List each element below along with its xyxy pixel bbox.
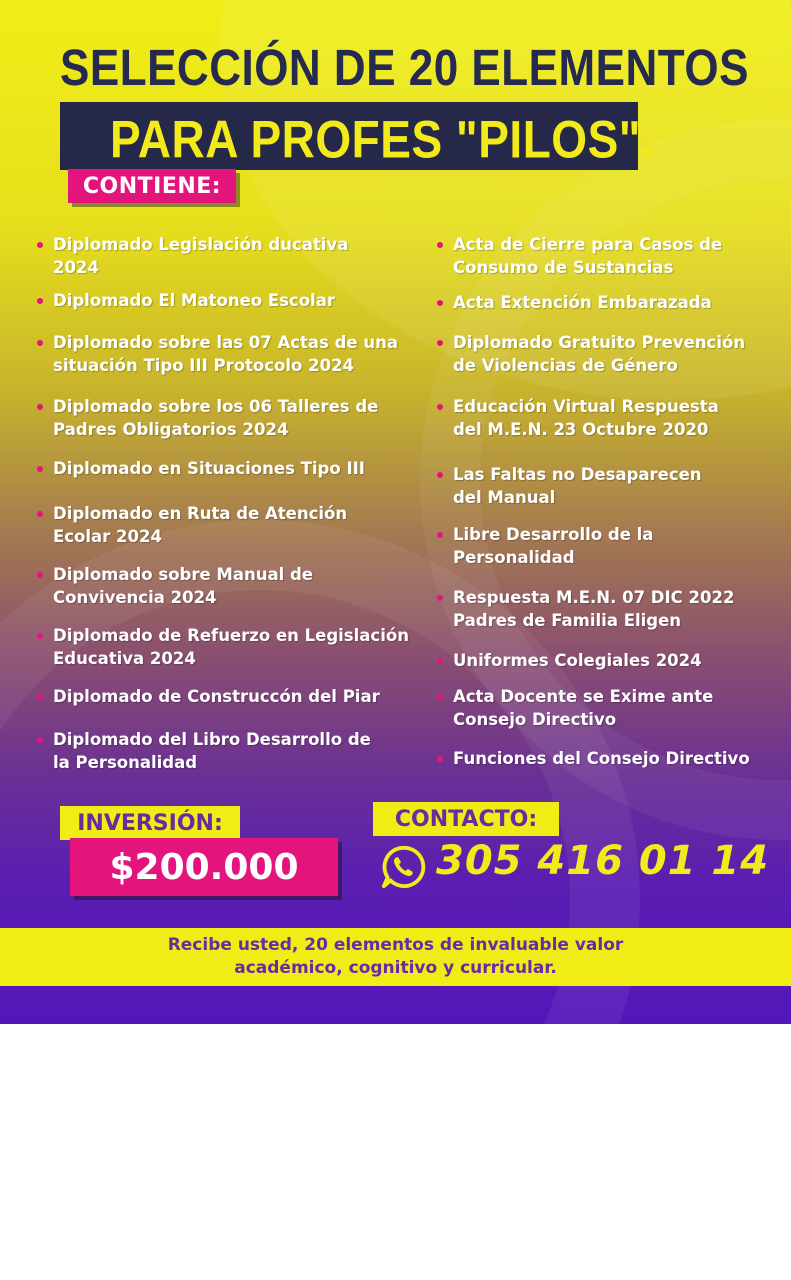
list-item: Diplomado en Ruta de Atención Ecolar 2024 (53, 502, 423, 548)
bullet-icon (37, 694, 43, 700)
bullet-icon (37, 466, 43, 472)
list-item: Acta Extención Embarazada (453, 291, 773, 314)
list-item: Las Faltas no Desaparecen del Manual (453, 463, 773, 509)
bullet-icon (37, 242, 43, 248)
bullet-icon (437, 756, 443, 762)
bullet-icon (37, 572, 43, 578)
list-item: Uniformes Colegiales 2024 (453, 649, 773, 672)
list-item: Diplomado Legislación ducativa 2024 (53, 233, 423, 279)
list-item: Diplomado Gratuito Prevención de Violencias de Género (453, 331, 773, 377)
list-item: Diplomado en Situaciones Tipo III (53, 457, 423, 480)
bullet-icon (437, 532, 443, 538)
footer-text: Recibe usted, 20 elementos de invaluable valor académico, cognitivo y curricular. (167, 935, 624, 978)
bullet-icon (37, 340, 43, 346)
headline-line-1: SELECCIÓN DE 20 ELEMENTOS (60, 40, 749, 97)
phone-number[interactable]: 305 416 01 14 (436, 838, 770, 884)
contact-label: CONTACTO: (373, 802, 559, 836)
list-item: Acta de Cierre para Casos de Consumo de Sustancias (453, 233, 773, 279)
whatsapp-icon[interactable] (380, 844, 426, 890)
bullet-icon (37, 404, 43, 410)
list-item: Diplomado sobre las 07 Actas de una situación Tipo III Protocolo 2024 (53, 331, 423, 377)
list-item: Diplomado sobre Manual de Convivencia 2024 (53, 563, 423, 609)
bullet-icon (437, 242, 443, 248)
list-item: Funciones del Consejo Directivo (453, 747, 773, 770)
price-badge: $200.000 (70, 838, 338, 896)
bullet-icon (37, 298, 43, 304)
bullet-icon (437, 340, 443, 346)
bullet-icon (437, 658, 443, 664)
bullet-icon (437, 472, 443, 478)
list-item: Respuesta M.E.N. 07 DIC 2022 Padres de Familia Eligen (453, 586, 773, 632)
bullet-icon (437, 694, 443, 700)
list-item: Diplomado sobre los 06 Talleres de Padres Obligatorios 2024 (53, 395, 423, 441)
bullet-icon (37, 737, 43, 743)
investment-label: INVERSIÓN: (60, 806, 240, 840)
bullet-icon (437, 300, 443, 306)
list-item: Libre Desarrollo de la Personalidad (453, 523, 773, 569)
list-item: Educación Virtual Respuesta del M.E.N. 23 Octubre 2020 (453, 395, 773, 441)
headline-line-2: PARA PROFES "PILOS". (110, 109, 655, 169)
list-item: Acta Docente se Exime ante Consejo Directivo (453, 685, 773, 731)
list-item: Diplomado de Refuerzo en Legislación Educativa 2024 (53, 624, 423, 670)
bullet-icon (37, 633, 43, 639)
bullet-icon (37, 511, 43, 517)
contiene-label: CONTIENE: (68, 169, 236, 203)
list-item: Diplomado de Construccón del Piar (53, 685, 423, 708)
list-item: Diplomado El Matoneo Escolar (53, 289, 423, 312)
bullet-icon (437, 404, 443, 410)
list-item: Diplomado del Libro Desarrollo de la Personalidad (53, 728, 423, 774)
bullet-icon (437, 595, 443, 601)
